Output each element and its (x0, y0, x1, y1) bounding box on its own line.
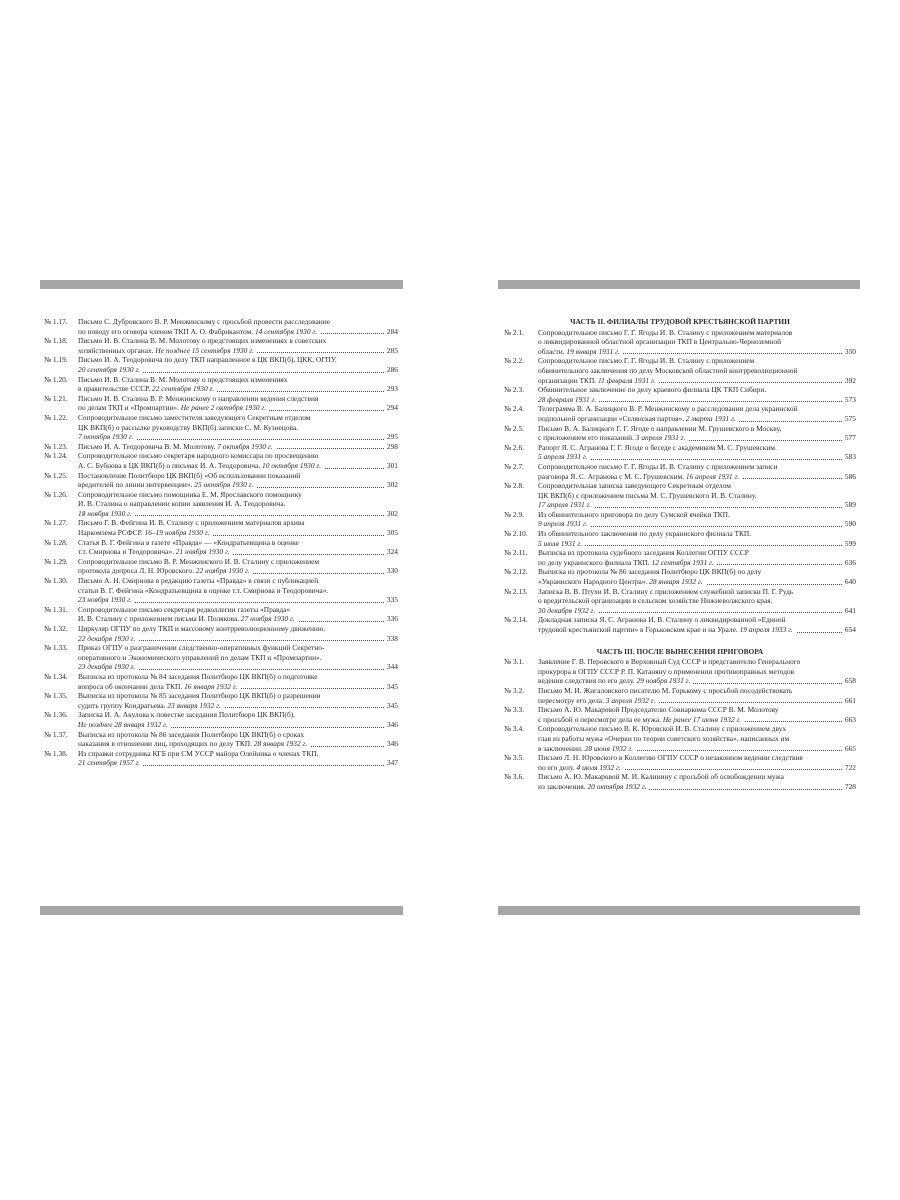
toc-entry (44, 394, 398, 413)
page-number: 286 (384, 365, 398, 375)
entry-title-line: из заключения. 20 октября 1932 г. (538, 782, 649, 791)
toc-entry (504, 567, 856, 586)
entry-title-line: Из обвинительного заключения по делу украинского филиала ТКП. (538, 529, 754, 538)
entry-title-line: по делам ТКП и «Промпартии». Не ранее 2 октября 1930 г. (78, 403, 269, 412)
entry-title-line: Письмо А. Н. Смирнова в редакцию газеты «Правда» в связи с публикацией (78, 576, 321, 585)
toc-entry (504, 724, 856, 753)
entry-number: № 1.27. (44, 518, 68, 528)
bottom-right-bar (498, 906, 860, 915)
toc-entry (44, 336, 398, 355)
entry-number: № 2.3. (504, 385, 524, 395)
entry-title-line: Сопроводительное письмо Г. Г. Ягоды И. В. Сталину с приложением материалов (538, 328, 795, 337)
entry-number: № 1.36. (44, 710, 68, 720)
entry-title-line: в правительстве СССР. 22 сентября 1930 г. (78, 384, 217, 393)
page-number: 640 (842, 577, 856, 587)
entry-title-line: 22 декабря 1930 г. (78, 634, 138, 643)
entry-number: № 2.5. (504, 423, 524, 433)
entry-number: № 1.17. (44, 317, 68, 326)
entry-title-line: по делу украинского филиала ТКП. 12 сентября 1931 г. (538, 558, 717, 567)
entry-title-line: 7 октября 1930 г. (78, 432, 136, 441)
entry-number: № 1.23. (44, 441, 68, 451)
entry-number: № 2.7. (504, 461, 524, 471)
entry-title-line: 21 сентября 1957 г. (78, 758, 143, 767)
entry-number: № 2.2. (504, 356, 524, 366)
entry-number: № 3.6. (504, 772, 524, 782)
toc-entry (44, 643, 398, 672)
entry-title-line: И. В. Сталину с приложением письма И. Полякова. 27 ноября 1930 г. (78, 614, 298, 623)
toc-entry (504, 424, 856, 443)
entry-title-line: протокола допроса Л. Н. Юровского. 22 ноября 1930 г. (78, 566, 253, 575)
entry-title-line: глав из работы мужа «Очерки по теории советского хозяйства», написанных им (538, 734, 792, 743)
entry-number: № 1.26. (44, 489, 68, 499)
page-number: 344 (384, 662, 398, 672)
page-number: 654 (842, 625, 856, 635)
toc-entry (44, 451, 398, 470)
page-number: 392 (842, 376, 856, 386)
entry-title-line: статьи В. Г. Фейгина «Кондратьевщина в оценке т.т. Смирнова и Теодоровича». (78, 586, 331, 595)
entry-title-line: Рапорт Я. С. Агранова Г. Г. Ягоде о беседе с академиком М. С. Грушевским. (538, 443, 780, 452)
page-number: 577 (842, 433, 856, 443)
toc-entry (504, 510, 856, 529)
entry-title-line: Из справки сотрудника КГБ при СМ УССР майора Олейника о членах ТКП. (78, 749, 321, 758)
entry-title-line: Сопроводительное письмо Г. Г. Ягоды И. В. Сталину с приложением записи (538, 462, 780, 471)
entry-title-line: разговора Я. С. Агранова с М. С. Грушевским. 16 апреля 1931 г. (538, 472, 742, 481)
entry-title-line: ведения следствия по его делу. 29 ноября 1931 г. (538, 676, 693, 685)
page-number: 663 (842, 715, 856, 725)
page-number: 641 (842, 606, 856, 616)
entry-number: № 2.4. (504, 404, 524, 414)
entry-number: № 1.20. (44, 374, 68, 384)
entry-number: № 1.34. (44, 671, 68, 681)
entry-title-line: прокурора в ОГПУ СССР Р. П. Катаняну о применении противоправных методов (538, 667, 797, 676)
toc-entry (44, 672, 398, 691)
toc-entry (504, 404, 856, 423)
entry-number: № 1.24. (44, 451, 68, 461)
entry-title-line: Письмо А. Ю. Макаровой М. И. Калинину с просьбой об освобождении мужа (538, 772, 787, 781)
entry-title-line: Сопроводительное письмо помощника Е. М. Ярославского помощнику (78, 490, 305, 499)
toc-entry (504, 548, 856, 567)
entry-number: № 1.32. (44, 624, 68, 633)
page-number: 345 (384, 682, 398, 692)
section-heading: ЧАСТЬ III. ПОСЛЕ ВЫНЕСЕНИЯ ПРИГОВОРА (596, 646, 764, 656)
entry-number: № 1.19. (44, 355, 68, 365)
entry-title-line: Телеграмма В. А. Балицкого В. Р. Менжинскому о расследовании дела украинской (538, 404, 801, 413)
page-number: 658 (842, 676, 856, 686)
entry-title-line: Выписка из протокола № 85 заседания Политбюро ЦК ВКП(б) о разрешении (78, 691, 324, 700)
toc-entry (44, 538, 398, 557)
toc-entry (44, 518, 398, 537)
entry-title-line: хозяйственных органах. Не позднее 15 сентября 1930 г. (78, 346, 257, 355)
entry-number: № 3.3. (504, 705, 524, 715)
page-number: 295 (384, 432, 398, 442)
entry-number: № 2.6. (504, 442, 524, 452)
entry-title-line: в заключении. 28 июня 1932 г. (538, 744, 636, 753)
entry-title-line: по поводу его оговора членом ТКП А. О. Фабрикантом. 14 сентября 1930 г. (78, 327, 320, 336)
entry-title-line: Сопроводительное письмо секретаря редколлегии газеты «Правда» (78, 605, 293, 614)
toc-entry (44, 557, 398, 576)
top-left-bar (40, 280, 403, 289)
toc-entry (44, 605, 398, 624)
toc-entry (504, 443, 856, 462)
page-number: 335 (384, 595, 398, 605)
entry-title-line: Письмо И. А. Теодоровича по делу ТКП направленное в ЦК ВКП(б), ЦКК, ОГПУ. (78, 355, 340, 364)
entry-title-line: подпольной организации «Селянская партия». 2 марта 1931 г. (538, 414, 739, 423)
toc-entry (504, 705, 856, 724)
entry-number: № 1.31. (44, 604, 68, 614)
entry-title-line: Записка И. А. Акулова к повестке заседания Политбюро ЦК ВКП(б). (78, 710, 298, 719)
entry-title-line: ЦК ВКП(б) о рассылке руководству ВКП(б) записки С. М. Кузнецова. (78, 423, 301, 432)
entry-title-line: Сопроводительное письмо заместителя заведующего Секретным отделом (78, 413, 313, 422)
entry-title-line: Заявление Г. В. Перовского в Верховный Суд СССР и представителю Генерального (538, 657, 803, 666)
entry-number: № 1.29. (44, 556, 68, 566)
entry-title-line: 28 февраля 1931 г. (538, 395, 599, 404)
entry-number: № 2.11. (504, 548, 528, 558)
page-number: 575 (842, 414, 856, 424)
page-number: 336 (384, 614, 398, 624)
entry-title-line: организации ТКП. 11 февраля 1931 г. (538, 376, 659, 385)
entry-title-line: 5 июля 1931 г. (538, 539, 585, 548)
left-page-contents (44, 317, 398, 768)
entry-number: № 1.38. (44, 748, 68, 758)
toc-entry (504, 686, 856, 705)
entry-title-line: Выписка из протокола № 86 заседания Политбюро ЦК ВКП(б) по делу (538, 567, 764, 576)
entry-title-line: вопроса об окончании дела ТКП. 16 января 1932 г. (78, 682, 240, 691)
entry-number: № 1.22. (44, 412, 68, 422)
toc-entry (44, 730, 398, 749)
toc-entry (504, 772, 856, 791)
page-number: 665 (842, 744, 856, 754)
page-number: 298 (384, 442, 398, 452)
bottom-left-bar (40, 906, 403, 915)
page-number: 284 (384, 327, 398, 337)
toc-entry (44, 691, 398, 710)
entry-title-line: судить группу Кондратьева. 23 января 1932 г. (78, 701, 224, 710)
entry-number: № 3.1. (504, 657, 524, 667)
toc-entry (504, 615, 856, 634)
entry-title-line: Сопроводительная записка заведующего Секретным отделом (538, 481, 734, 490)
entry-title-line: Выписка из протокола судебного заседания Коллегии ОГПУ СССР (538, 548, 752, 557)
entry-title-line: Письмо А. Ю. Макаровой Председателю Совнаркома СССР В. М. Молотову (538, 705, 782, 714)
toc-entry (504, 753, 856, 772)
section-heading: ЧАСТЬ II. ФИЛИАЛЫ ТРУДОВОЙ КРЕСТЬЯНСКОЙ ПАРТИИ (570, 317, 790, 326)
right-page-contents (504, 317, 856, 792)
entry-number: № 3.2. (504, 685, 524, 695)
entry-title-line: Выписка из протокола № 84 заседания Политбюро ЦК ВКП(б) о подготовке (78, 672, 321, 681)
page-number: 346 (384, 720, 398, 730)
page-number: 589 (842, 500, 856, 510)
entry-number: № 1.18. (44, 336, 68, 346)
entry-title-line: Письмо И. В. Сталина В. М. Молотову о предстоящих изменениях (78, 375, 290, 384)
page-number: 293 (384, 384, 398, 394)
entry-title-line: оперативного и Экономического управлений по делам ТКП и «Промпартии». (78, 653, 325, 662)
entry-title-line: 9 апреля 1931 г. (538, 519, 591, 528)
entry-number: № 1.30. (44, 576, 68, 586)
toc-entry (504, 529, 856, 548)
toc-entry (504, 356, 856, 385)
entry-title-line: 30 декабря 1932 г. (538, 606, 598, 615)
entry-title-line: 23 ноября 1930 г. (78, 595, 135, 604)
toc-entry (44, 576, 398, 605)
entry-number: № 1.35. (44, 691, 68, 701)
entry-title-line: ЦК ВКП(б) с приложением письма М. С. Грушевского И. В. Сталину. (538, 491, 760, 500)
toc-entry (44, 624, 398, 643)
toc-entry (44, 375, 398, 394)
page-number: 350 (842, 347, 856, 357)
page-number: 324 (384, 547, 398, 557)
toc-entry (44, 471, 398, 490)
page-number: 302 (384, 509, 398, 519)
entry-title-line: Письмо И. В. Сталина В. Р. Менжинскому о направлении ведения следствия (78, 394, 321, 403)
entry-title-line: А. С. Бубнова в ЦК ВКП(б) о письмах И. А. Теодоровича. 10 октября 1930 г. (78, 461, 324, 470)
page-number: 345 (384, 701, 398, 711)
page-number: 583 (842, 452, 856, 462)
entry-number: № 3.4. (504, 724, 524, 734)
entry-title-line: 17 апреля 1931 г. (538, 500, 594, 509)
entry-title-line: Письмо В. А. Балицкого Г. Г. Ягоде о направлении М. Грушевского в Москву, (538, 424, 784, 433)
entry-title-line: Письмо С. Дубровского В. Р. Менжинскому с просьбой провести расследование (78, 317, 333, 326)
entry-number: № 3.5. (504, 753, 524, 763)
entry-title-line: Письмо Г. В. Фейгина И. В. Сталину с приложением материалов архива (78, 518, 308, 527)
toc-entry (504, 462, 856, 481)
entry-title-line: Письмо И. В. Сталина В. М. Молотову о предстоящих изменениях в советских (78, 336, 329, 345)
page-number: 636 (842, 558, 856, 568)
entry-title-line: Сопроводительное письмо В. К. Юровской И. В. Сталину с приложением двух (538, 724, 789, 733)
entry-title-line: Сопроводительное письмо секретаря народного комиссара по просвещению (78, 451, 321, 460)
entry-title-line: по его делу. 4 июля 1932 г. (538, 763, 624, 772)
entry-title-line: о ликвидированной областной организации ТКП в Центрально-Черноземной (538, 337, 784, 346)
entry-title-line: т.т. Смирнова и Теодоровича». 21 ноября 1930 г. (78, 547, 233, 556)
toc-entry (504, 481, 856, 510)
entry-title-line: 5 апреля 1931 г. (538, 452, 591, 461)
page-number: 661 (842, 696, 856, 706)
entry-title-line: Письмо И. А. Теодоровича В. М. Молотову. 7 октября 1930 г. (78, 442, 276, 451)
entry-number: № 2.12. (504, 567, 528, 577)
page-number: 347 (384, 758, 398, 768)
toc-entry (44, 490, 398, 519)
page-number: 722 (842, 763, 856, 773)
entry-number: № 1.25. (44, 470, 68, 480)
page-number: 573 (842, 395, 856, 405)
top-right-bar (498, 280, 860, 289)
page-number: 305 (384, 528, 398, 538)
entry-title-line: Выписка из протокола № 86 заседания Политбюро ЦК ВКП(б) о сроках (78, 730, 307, 739)
toc-entry (504, 587, 856, 616)
entry-number: № 2.14. (504, 615, 528, 625)
entry-number: № 1.37. (44, 729, 68, 739)
page-number: 301 (384, 461, 398, 471)
page-number: 285 (384, 346, 398, 356)
entry-title-line: трудовой крестьянской партии» в Горьковском крае и на Урале. 19 апреля 1933 г. (538, 625, 796, 634)
page-number: 294 (384, 403, 398, 413)
page-number: 302 (384, 480, 398, 490)
entry-title-line: Циркуляр ОГПУ по делу ТКП и массовому контрреволюционному движению. (78, 624, 328, 633)
entry-title-line: Письмо Л. Н. Юровского в Коллегию ОГПУ СССР о незаконном ведении следствия (538, 753, 806, 762)
entry-title-line: области. 19 января 1931 г. (538, 347, 623, 356)
dot-leader (538, 545, 856, 546)
toc-entry (44, 317, 398, 336)
entry-title-line: пересмотру его дела. 3 апреля 1932 г. (538, 696, 658, 705)
entry-title-line: Из обвинительного приговора по делу Сумской ячейки ТКП. (538, 510, 733, 519)
entry-title-line: Сопроводительное письмо В. Р. Менжинского И. В. Сталину с приложением (78, 557, 322, 566)
toc-entry (44, 413, 398, 442)
entry-title-line: 20 сентября 1930 г. (78, 365, 143, 374)
page-number: 346 (384, 739, 398, 749)
toc-entry (44, 749, 398, 768)
entry-title-line: Наркомзема РСФСР. 16–19 ноября 1930 г. (78, 528, 212, 537)
entry-title-line: Обвинительное заключение по делу краевого филиала ЦК ТКП Сибири. (538, 385, 769, 394)
entry-number: № 2.9. (504, 509, 524, 519)
entry-title-line: Записка В. В. Птухи И. В. Сталину с приложением служебной записки П. Г. Рудь (538, 587, 796, 596)
toc-entry (504, 657, 856, 686)
page-number: 728 (842, 782, 856, 792)
entry-number: № 2.13. (504, 586, 528, 596)
entry-title-line: Письмо М. И. Жигаловского писателю М. Горькому с просьбой посодействовать (538, 686, 795, 695)
entry-title-line: Статья В. Г. Фейгина в газете «Правда» — «Кондратьевщина в оценке (78, 538, 302, 547)
entry-title-line: о вредительской организации в сельском хозяйстве Нижневолжского края. (538, 596, 776, 605)
entry-number: № 1.28. (44, 537, 68, 547)
page-number: 338 (384, 634, 398, 644)
entry-number: № 2.8. (504, 481, 524, 491)
entry-number: № 2.10. (504, 529, 528, 539)
entry-number: № 2.1. (504, 327, 524, 337)
entry-title-line: Не позднее 28 января 1932 г. (78, 720, 171, 729)
page-number: 586 (842, 472, 856, 482)
entry-title-line: обвинительного заключения по делу Московской областной контрреволюционной (538, 366, 800, 375)
toc-entry (44, 442, 398, 452)
entry-title-line: 23 декабря 1930 г. (78, 662, 138, 671)
toc-entry (44, 710, 398, 729)
entry-title-line: вредителей по линии интервенции». 25 октября 1930 г. (78, 480, 256, 489)
entry-title-line: наказания в отношении лиц, проходящих по делу ТКП. 28 января 1932 г. (78, 739, 310, 748)
toc-entry (504, 385, 856, 404)
entry-title-line: Постановление Политбюро ЦК ВКП(б) «Об использовании показаний (78, 471, 303, 480)
entry-title-line: Приказ ОГПУ о разграничении следственно-оперативных функций Секретно- (78, 643, 327, 652)
toc-entry (504, 328, 856, 357)
page-number: 590 (842, 519, 856, 529)
page-number: 330 (384, 566, 398, 576)
entry-title-line: с просьбой о пересмотре дела ее мужа. Не ранее 17 июня 1932 г. (538, 715, 744, 724)
page-number: 599 (842, 539, 856, 549)
toc-entry (44, 355, 398, 374)
entry-number: № 1.33. (44, 643, 68, 653)
entry-title-line: Сопроводительное письмо Г. Г. Ягоды И. В. Сталину с приложением (538, 356, 757, 365)
entry-title-line: Докладная записка Я. С. Агранова И. В. Сталину о ликвидированной «Единой (538, 615, 788, 624)
entry-title-line: 18 ноября 1930 г. (78, 509, 135, 518)
entry-title-line: И. В. Сталина о направлении копии заявления И. А. Теодоровича. (78, 499, 289, 508)
entry-title-line: с приложением его показаний. 3 апреля 1931 г. (538, 433, 688, 442)
entry-number: № 1.21. (44, 393, 68, 403)
entry-title-line: «Украинского Народного Центра». 28 января 1932 г. (538, 577, 706, 586)
